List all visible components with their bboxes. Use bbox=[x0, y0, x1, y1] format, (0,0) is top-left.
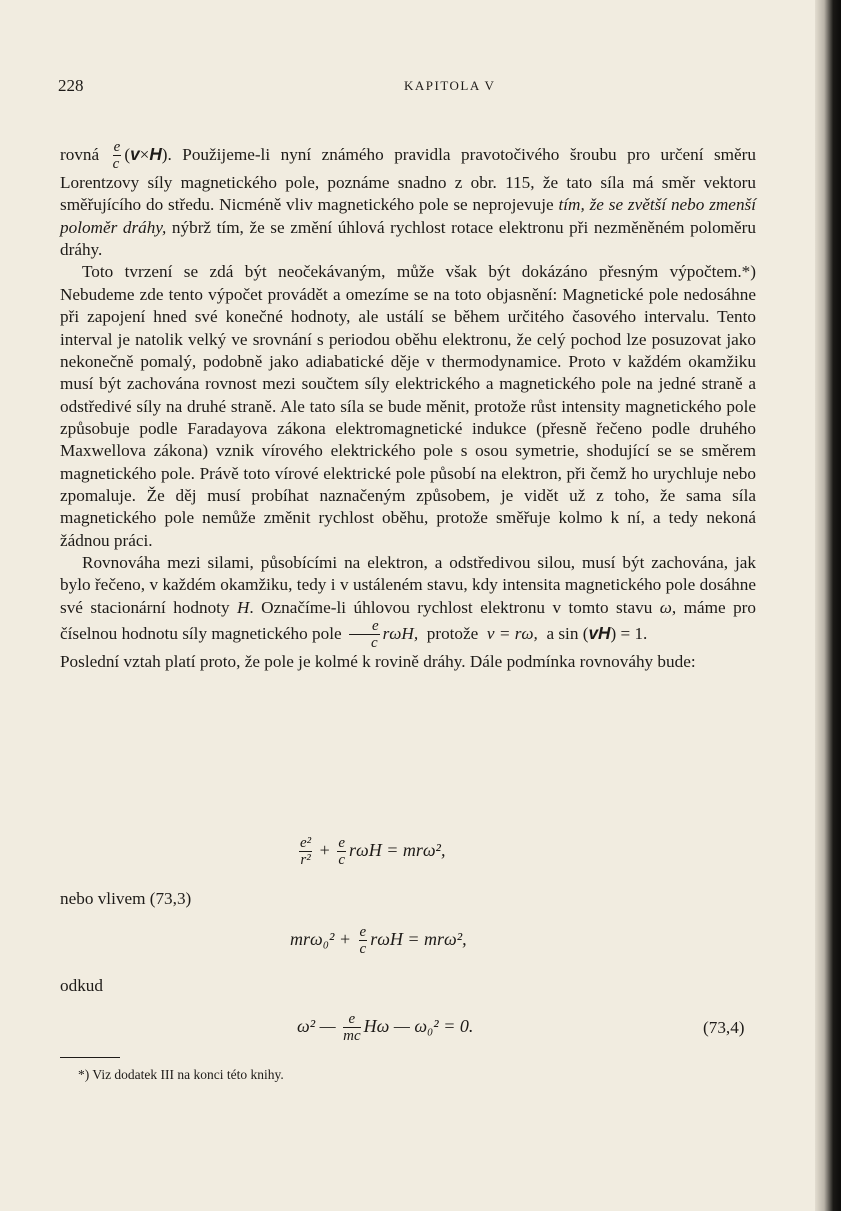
eq3-rest: Hω — ω₀² = 0. bbox=[363, 1016, 474, 1037]
p1-start: rovná bbox=[60, 144, 100, 164]
equation-2 bbox=[290, 925, 467, 957]
frac-den: r² bbox=[300, 852, 311, 868]
vec-close: ) bbox=[161, 144, 168, 164]
p3-text-c: , máme pro číselnou hodnotu síly magnetického pole bbox=[60, 597, 756, 644]
vector-times: × bbox=[139, 144, 150, 164]
frac-den: c bbox=[370, 635, 378, 652]
protoze-word: protože bbox=[426, 624, 479, 644]
frac-num: e bbox=[343, 1012, 361, 1028]
vector-h: H bbox=[149, 143, 162, 164]
frac-den: c bbox=[338, 852, 345, 868]
fraction-e-over-mc bbox=[343, 1012, 361, 1044]
p1-text-a: . Použijeme-li nyní známého pravidla pravotočivého šroubu pro určení směru Lorentzovy síly magnetického pole, poznáme snadno z obr. 115, že tato síla má směr vektoru směřujícího do středu. Nicméně vliv magnetického pole se neprojevuje bbox=[60, 144, 757, 215]
equation-3 bbox=[297, 1012, 473, 1044]
plus-sign: + bbox=[319, 840, 330, 861]
footnote: *) Viz dodatek III na konci této knihy. bbox=[78, 1067, 284, 1082]
fraction-e-over-c bbox=[113, 140, 122, 172]
p1-text-b: nýbrž tím, že se změní úhlová rychlost rotace elektronu při nezměněném poloměru dráhy. bbox=[60, 217, 756, 260]
frac-num: e bbox=[349, 619, 380, 635]
page-header bbox=[58, 76, 758, 98]
paragraph-1 bbox=[60, 140, 756, 261]
fraction-e-over-c-2 bbox=[349, 619, 380, 651]
vector-vh: vH bbox=[588, 623, 611, 644]
vector-v: v bbox=[130, 143, 140, 164]
frac-num: e bbox=[359, 924, 367, 940]
eq2-rest: rωH = mrω², bbox=[370, 929, 467, 950]
sin-end: ) = 1. bbox=[610, 624, 648, 644]
paragraph-3-continued: Poslední vztah platí proto, že pole je kolmé k rovině dráhy. Dále podmínka rovnováhy bude: bbox=[60, 652, 696, 672]
fraction-e-over-c-3 bbox=[337, 836, 346, 868]
fraction-e2-over-r2 bbox=[299, 836, 312, 868]
frac-den: mc bbox=[343, 1028, 361, 1044]
equation-1 bbox=[296, 836, 445, 868]
p3-text-a: Rovnováha mezi silami, působícími na elektron, a odstředivou silou, musí být zachována, jak bylo řečeno, v každém okamžiku, tedy i v ustáleném stavu, kdy intensita magnetického pole dosáhne své stacionární hodnoty bbox=[60, 553, 756, 617]
page-edge-shadow bbox=[815, 0, 841, 1211]
eq1-rest: rωH = mrω², bbox=[348, 840, 446, 861]
connector-1: nebo vlivem (73,3) bbox=[60, 889, 192, 908]
eq2-lhs: mrω₀² + bbox=[290, 929, 352, 950]
paragraph-2: Toto tvrzení se zdá být neočekávaným, může však být dokázáno přesným výpočtem.*) Nebudeme zde tento výpočet provádět a omezíme se na toto objasnění: Magnetické pole nedosáhne při zapojení hned své konečné hodnoty, ale ustálí se během určitého časového intervalu. Tento interval je natolik velký ve srovnání s periodou oběhu elektronu, že celý pochod lze posuzovat jako nekonečně pomalý, podobně jako adiabatické děje v thermodynamice. Proto v každém okamžiku musí být zachována rovnost mezi součtem síly elektrického a magnetického pole na jedné straně a odstředivé síly na druhé straně. Ale tato síla se bude měnit, protože růst intensity magnetického pole způsobuje podle Faradayova zákona elektromagnetické indukce (přesně řečeno podle druhého Maxwellova zákona) vznik vírového elektrického pole s osou symetrie, shodující se se směrem magnetického pole. Právě toto vírové elektrické pole působí na elektron, při čemž ho urychluje nebo zpomaluje. Že děj musí probíhat naznačeným způsobem, je vidět už z toho, že sama síla magnetického pole nemůže změnit rychlost oběhu, protože směřuje kolmo k ní, a tedy nekoná žádnou práci. bbox=[60, 262, 756, 550]
vec-open: ( bbox=[124, 144, 131, 164]
connector-2-block bbox=[60, 975, 756, 997]
connector-2: odkud bbox=[60, 976, 103, 995]
footnote-rule bbox=[60, 1057, 120, 1058]
sin-text: a sin ( bbox=[546, 624, 589, 644]
running-head: KAPITOLA V bbox=[404, 78, 496, 93]
omega-symbol: ω bbox=[659, 597, 672, 617]
force-expression: rωH, bbox=[382, 624, 419, 644]
fraction-e-over-c-4 bbox=[359, 925, 368, 957]
p1-emphasis: tím, že se zvětší nebo zmenší poloměr dráhy, bbox=[60, 195, 756, 237]
body-text-upper bbox=[60, 140, 756, 674]
frac-den: c bbox=[359, 941, 367, 957]
p3-text-b: . Označíme-li úhlovou rychlost elektronu v tomto stavu bbox=[249, 597, 660, 617]
frac-den: c bbox=[112, 156, 120, 172]
connector-1-block bbox=[60, 888, 756, 910]
frac-num: e bbox=[338, 835, 345, 851]
h-symbol: H bbox=[236, 597, 250, 617]
eq3-lhs: ω² — bbox=[297, 1016, 336, 1037]
paragraph-3 bbox=[60, 552, 756, 651]
frac-num: e bbox=[113, 139, 121, 155]
frac-num: e² bbox=[300, 835, 312, 851]
velocity-relation: v = rω, bbox=[486, 624, 538, 644]
page-number: 228 bbox=[58, 76, 84, 95]
equation-label: (73,4) bbox=[703, 1018, 745, 1037]
